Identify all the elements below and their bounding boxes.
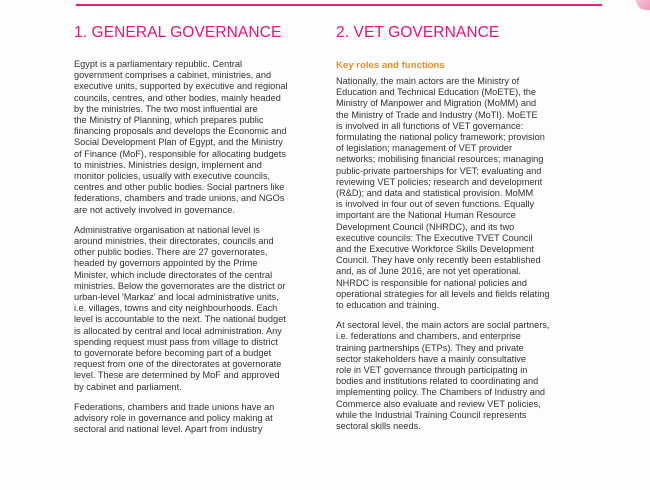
paragraph-sectoral-level: At sectoral level, the main actors are social partners, i.e. federations and chambers, and enterprise training partnerships (ETPs). They and private sector stakeholders have a mainly consultative role in VET governance through participating in bodies and institutions related to coordinating and implementing policy. The Chambers of Industry and Commerce also evaluate and review VET policies, while the Industrial Training Council represents sectoral skills needs. [336, 320, 550, 432]
left-column [74, 24, 330, 445]
subheading-key-roles: Key roles and functions [336, 60, 445, 71]
section-heading-general-governance: 1. GENERAL GOVERNANCE [74, 24, 282, 41]
right-column [336, 24, 592, 441]
corner-tab-decoration [636, 0, 650, 10]
top-divider-rule [76, 4, 602, 6]
paragraph-national-actors: Nationally, the main actors are the Ministry of Education and Technical Education (MoETE), the Ministry of Manpower and Migration (MoMM) and the Ministry of Trade and Industry (MoTI). MoETE is involved in all functions of VET governance: formulating the national policy framework; provision of legislation; management of VET provider networks; mobilising financial resources; managing public-private partnerships for VET; evaluating and reviewing VET policies; research and development (R&D); and data and statistical provision. MoMM is involved in four out of seven functions. Equally important are the National Human Resource Development Council (NHRDC), and its two executive councils: The Executive TVET Council and the Executive Workforce Skills Development Council. They have only recently been established and, as of June 2016, are not yet operational. NHRDC is responsible for national policies and operational strategies for all levels and fields relating to education and training. [336, 76, 550, 311]
paragraph-administrative-organisation: Administrative organisation at national level is around ministries, their directorates, councils and other public bodies. There are 27 governorates, headed by governors appointed by the Prime Minister, which include directorates of the central ministries. Below the governorates are the district or urban-level 'Markaz' and local administrative units, i.e. villages, towns and city neighbourhoods. Each level is accountable to the next. The national budget is allocated by central and local administration. Any spending request must pass from village to district to governorate before becoming part of a budget request from one of the directorates at governorate level. These are determined by MoF and approved by cabinet and parliament. [74, 224, 286, 392]
paragraph-federations-chambers: Federations, chambers and trade unions have an advisory role in governance and policy making at sectoral and national level. Apart from industry [74, 401, 275, 435]
paragraph-egypt-parliamentary-republic: Egypt is a parliamentary republic. Central government comprises a cabinet, ministries, and executive units, supported by executive and regional councils, centres, and other bodies, mainly headed by the ministries. The two most influential are the Ministry of Planning, which prepares public financing proposals and develops the Economic and Social Development Plan of Egypt, and the Ministry of Finance (MoF), responsible for allocating budgets to ministries. Ministries design, implement and monitor policies, usually with executive councils, centres and other public bodies. Social partners like federations, chambers and trade unions, and NGOs are not actively involved in governance. [74, 59, 288, 215]
section-heading-vet-governance: 2. VET GOVERNANCE [336, 24, 500, 41]
